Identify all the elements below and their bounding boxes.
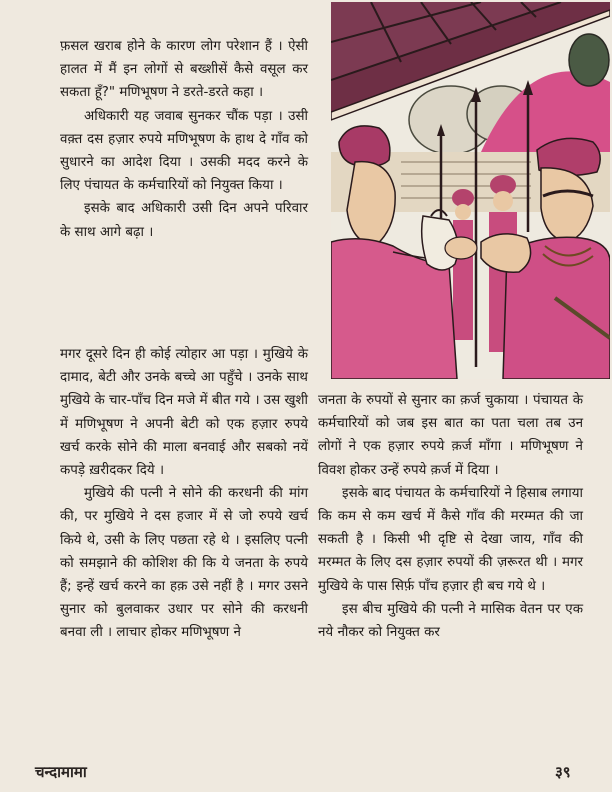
- text-column-bottom-left: [60, 343, 308, 645]
- paragraph: जनता के रुपयों से सुनार का क़र्ज चुकाया । पंचायत के कर्मचारियों को जब इस बात का पता चला तब उन लोगों ने एक हज़ार रुपये क़र्ज माँगा । मणिभूषण ने विवश होकर उन्हें रुपये क़र्ज में दिया ।: [318, 393, 583, 478]
- story-illustration: [331, 2, 610, 379]
- paragraph: इसके बाद पंचायत के कर्मचारियों ने हिसाब लगाया कि कम से कम खर्च में कैसे गाँव की मरम्मत की जा सकती है । किसी भी दृष्टि से देखा जाय, गाँव की मरम्मत के लिए दस हज़ार रुपयों की ज़रूरत थी । मगर मुखिये के पास सिर्फ़ पाँच हज़ार ही बच गये थे ।: [318, 485, 583, 594]
- paragraph: इस बीच मुखिये की पत्नी ने मासिक वेतन पर एक नये नौकर को नियुक्त कर: [318, 601, 583, 641]
- paragraph: मगर दूसरे दिन ही कोई त्योहार आ पड़ा । मुखिये के दामाद, बेटी और उनके बच्चे आ पहुँचे । उनके साथ मुखिये के चार-पाँच दिन मजे में बीत गये । उस खुशी में मणिभूषण ने अपनी बेटी को एक हज़ार रुपये खर्च करके सोने की माला बनवाई और सबको नयें कपड़े ख़रीदकर दिये ।: [60, 347, 308, 479]
- paragraph: मुखिये की पत्नी ने सोने की करधनी की मांग की, पर मुखिये ने दस हजार में से जो रुपये खर्च किये थे, उसी के लिए पछता रहे थे । इसलिए पत्नी को समझाने की कोशिश की कि ये जनता के रुपये हैं; इन्हें खर्च करने का हक़ उसे नहीं है । मगर उसने सुनार को बुलवाकर उधार पर सोने की करधनी बनवा ली । लाचार होकर मणिभूषण ने: [60, 486, 308, 641]
- paragraph: फ़सल खराब होने के कारण लोग परेशान हैं । ऐसी हालत में मैं इन लोगों से बख्शीसें कैसे वसूल कर सकता हूँ?" मणिभूषण ने डरते-डरते कहा ।: [60, 39, 308, 101]
- paragraph: इसके बाद अधिकारी उसी दिन अपने परिवार के साथ आगे बढ़ा ।: [60, 201, 308, 240]
- text-column-top-left: [60, 35, 308, 244]
- page-number: ३९: [555, 763, 571, 781]
- text-column-right: [318, 389, 583, 644]
- magazine-title: चन्दामामा: [35, 763, 87, 781]
- paragraph: अधिकारी यह जवाब सुनकर चौंक पड़ा । उसी वक़्त दस हज़ार रुपये मणिभूषण के हाथ दे गाँव को सुधारने का आदेश दिया । उसकी मदद करने के लिए पंचायत के कर्मचारियों को नियुक्त किया ।: [60, 108, 308, 194]
- illustration-drawing: [331, 2, 610, 379]
